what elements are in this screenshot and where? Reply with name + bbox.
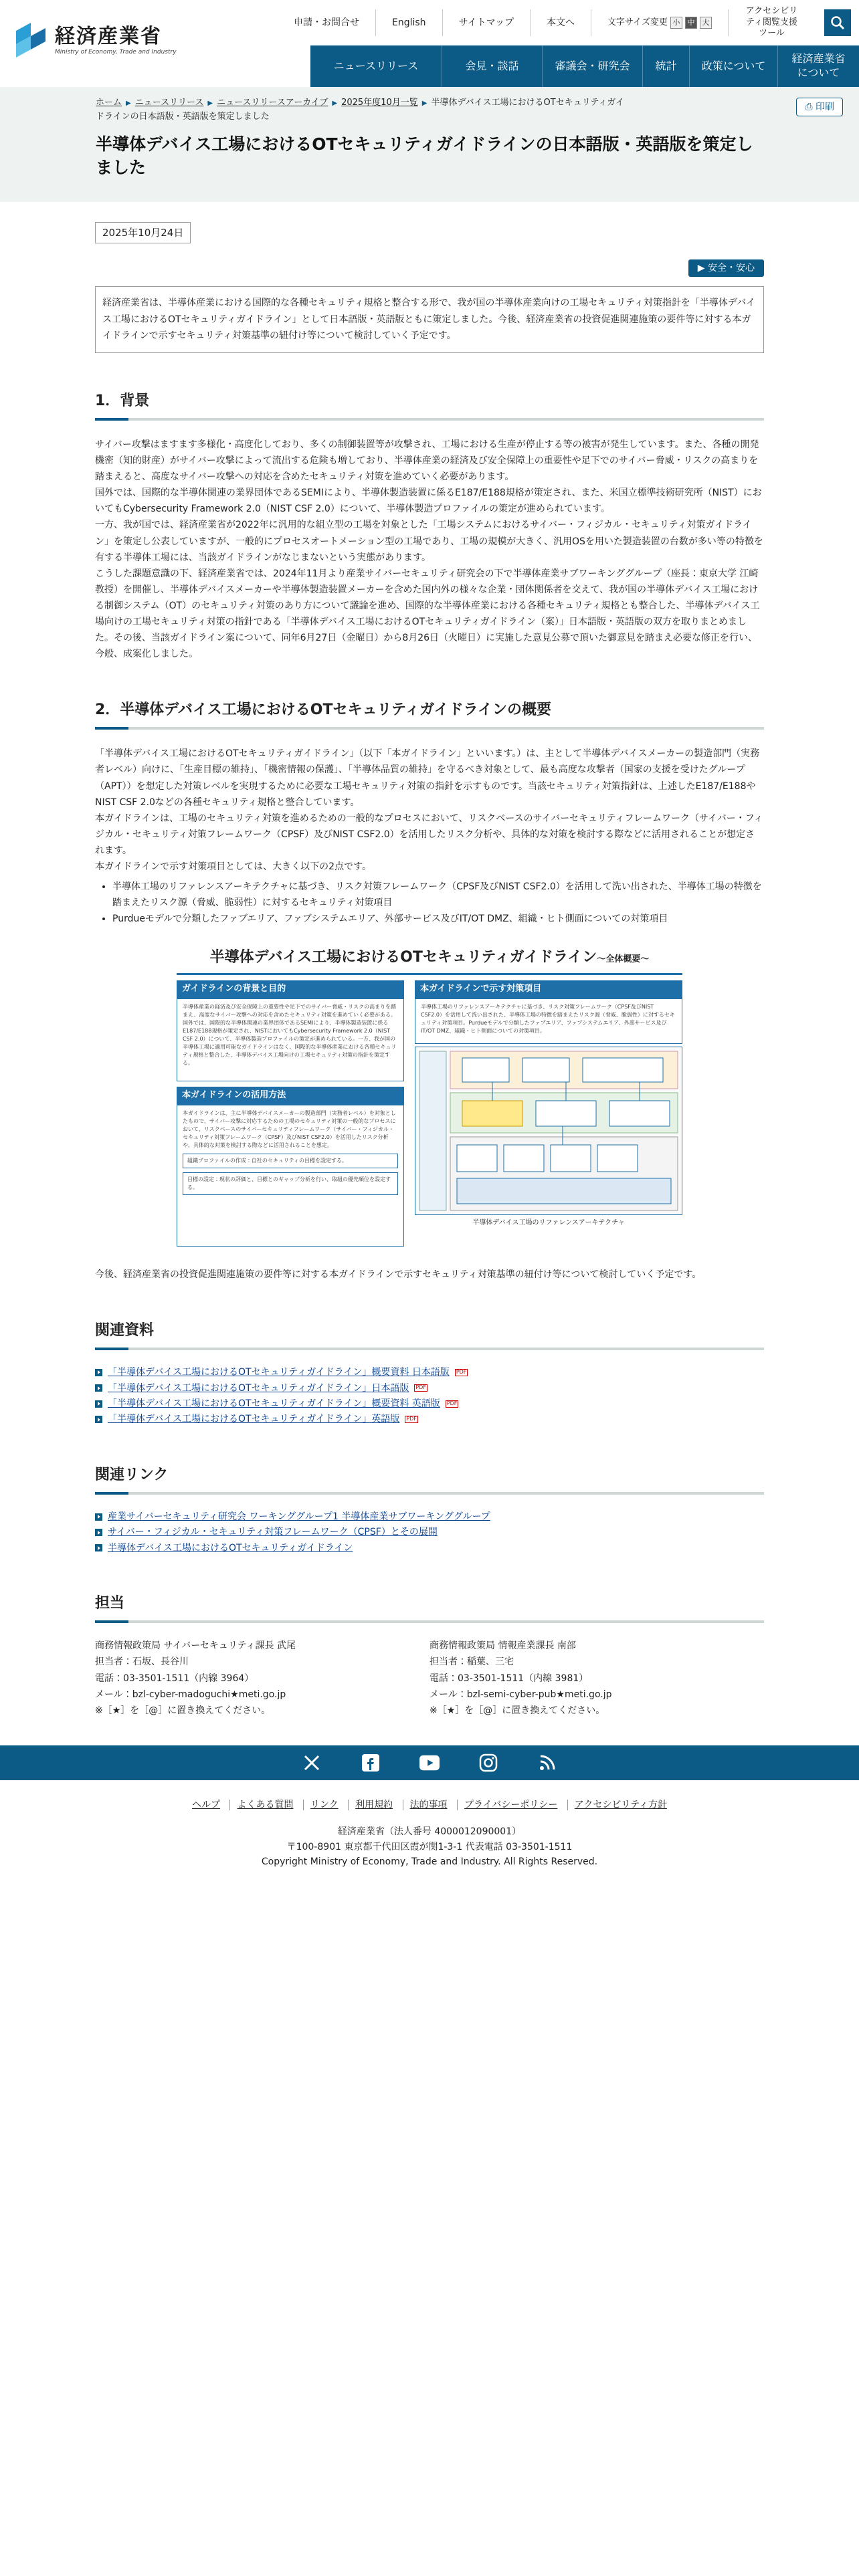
figure-box-heading: 本ガイドラインの活用方法 xyxy=(177,1087,404,1105)
figure-subtitle: 〜全体概要〜 xyxy=(597,954,650,965)
accessibility-tool-label: アクセシビリティ閲覧支援ツール xyxy=(745,5,798,39)
figure-box-text: 半導体産業の経済及び安全保障上の重要性や足下でのサイバー脅威・リスクの高まりを踏まえ、高度なサイバー攻撃への対応を含めたセキュリティ対策を進めていく必要がある。国外では、国際的な半導体関連の業界団体であるSEMIにより、半導体製造装置に係るE187/E188規格が策定され、NISTにおいてもCybersecurity Framework 2.0（NIST CSF 2.0）について、半導体製造プロファイルの策定が進められている。一方、我が国の半導体工場に適用可能なガイドラインはなく、国際的な半導体産業における各種セキュリティ規格と整合した、半導体デバイス工場向けの工場セキュリティ対策の指針を策定する。 xyxy=(177,998,404,1081)
contact-line: ※［★］を［@］に置き換えてください。 xyxy=(430,1705,605,1716)
section-heading-background: 1．背景 xyxy=(95,389,764,421)
paragraph: こうした課題意識の下、経済産業省では、2024年11月より産業サイバーセキュリティ研究会の下で半導体産業サブワーキンググループ（座長：東京大学 江崎教授）を開催し、半導体デバイスメーカーや半導体製造装置メーカーを含めた国内外の様々な企業・団体関係者を交えて、我が国の半導体デバイス工場における制御システム（OT）のセキュリティ対策のあり方について議論を進め、国際的な半導体産業における各種セキュリティ規格とも整合した、半導体デバイス工場向けの工場セキュリティ対策の指針である「半導体デバイス工場におけるOTセキュリティガイドライン（案）」日本語版・英語版の双方を取りまとめました。その後、当該ガイドライン案について、同年6月27日（金曜日）から8月26日（火曜日）に実施した意見公募で頂いた御意見を踏まえ必要な修正を行い、今般、成案化しました。 xyxy=(95,568,760,660)
footer-link-privacy[interactable]: プライバシーポリシー xyxy=(464,1799,558,1810)
breadcrumb-arrow-icon: ▶ xyxy=(207,100,213,107)
utility-nav xyxy=(278,5,851,39)
contact-left xyxy=(95,1638,430,1718)
breadcrumb-news-release[interactable]: ニュースリリース xyxy=(134,98,204,108)
contact-line: 電話：03-3501-1511（内線 3981） xyxy=(430,1673,589,1684)
pdf-icon: PDF xyxy=(456,1369,467,1376)
measures-list xyxy=(95,879,764,927)
related-doc-link[interactable]: 「半導体デバイス工場におけるOTセキュリティガイドライン」概要資料 英語版 xyxy=(108,1398,440,1410)
overview-body xyxy=(95,746,764,875)
font-size-switcher xyxy=(591,9,728,36)
guideline-overview-figure[interactable] xyxy=(177,946,682,1247)
category-tag-label: 安全・安心 xyxy=(708,263,755,274)
list-item xyxy=(95,1541,764,1555)
contact-line: ※［★］を［@］に置き換えてください。 xyxy=(95,1705,271,1716)
util-link-english[interactable]: English xyxy=(375,9,442,36)
facebook-icon[interactable] xyxy=(361,1753,381,1773)
pdf-icon: PDF xyxy=(415,1384,426,1391)
section-heading-related-links: 関連リンク xyxy=(95,1463,764,1495)
global-nav xyxy=(310,45,859,87)
main-content xyxy=(95,202,764,1719)
list-item xyxy=(95,1381,764,1396)
footer-address: 〒100-8901 東京都千代田区霞が関1-3-1 代表電話 03-3501-1511 xyxy=(286,1841,573,1852)
related-link[interactable]: 半導体デバイス工場におけるOTセキュリティガイドライン xyxy=(108,1542,353,1553)
paragraph: 本ガイドラインで示す対策項目としては、大きく以下の2点です。 xyxy=(95,861,371,872)
figure-box-heading: ガイドラインの背景と目的 xyxy=(177,980,404,998)
font-size-large-button[interactable]: 大 xyxy=(700,17,712,29)
util-link-skip-to-content[interactable]: 本文へ xyxy=(530,9,591,36)
release-date: 2025年10月24日 xyxy=(95,222,191,243)
figure-box-usage xyxy=(177,1105,404,1247)
footer-link-accessibility[interactable]: アクセシビリティ方針 xyxy=(574,1799,667,1810)
contact-line: メール：bzl-semi-cyber-pub★meti.go.jp xyxy=(430,1689,612,1700)
list-item xyxy=(95,1412,764,1426)
related-link[interactable]: サイバー・フィジカル・セキュリティ対策フレームワーク（CPSF）とその展開 xyxy=(108,1527,438,1538)
figure-title-text: 半導体デバイス工場におけるOTセキュリティガイドライン xyxy=(209,949,597,966)
logo-text-en: Ministry of Economy, Trade and Industry xyxy=(55,48,177,56)
figure-title xyxy=(177,946,682,975)
related-doc-link[interactable]: 「半導体デバイス工場におけるOTセキュリティガイドライン」日本語版 xyxy=(108,1382,409,1394)
breadcrumb-october-list[interactable]: 2025年度10月一覧 xyxy=(341,98,418,108)
architecture-diagram-graphic xyxy=(415,1047,682,1214)
social-links xyxy=(0,1745,859,1780)
breadcrumb-home[interactable]: ホーム xyxy=(96,98,122,108)
paragraph: サイバー攻撃はますます多様化・高度化しており、多くの制御装置等が攻撃され、工場における生産が停止する等の被害が発生しています。また、各種の開発機密（知的財産）がサイバー攻撃によって流出する危険も増しており、半導体産業の経済及び安全保障上の重要性や足下でのサイバー脅威・リスクの高まりを踏まえると、高度なサイバー攻撃への対応を含めたセキュリティ対策を進めていく必要があります。 xyxy=(95,439,759,483)
pdf-icon: PDF xyxy=(446,1400,458,1406)
related-doc-link[interactable]: 「半導体デバイス工場におけるOTセキュリティガイドライン」英語版 xyxy=(108,1414,400,1425)
list-item: • 半導体工場のリファレンスアーキテクチャに基づき、リスク対策フレームワーク（CPSF及びNIST CSF2.0）を活用して洗い出された、半導体工場の特徴を踏まえたリスク源（脅威、脆弱性）に対するセキュリティ対策項目 xyxy=(112,879,764,911)
print-label: 印刷 xyxy=(816,102,834,112)
contacts-block xyxy=(95,1638,764,1718)
background-body xyxy=(95,437,764,662)
search-button[interactable] xyxy=(824,9,851,36)
figure-box-heading: 本ガイドラインで示す対策項目 xyxy=(415,980,682,998)
category-tag[interactable] xyxy=(688,259,764,277)
print-icon: ⎙ xyxy=(805,102,813,112)
closing-paragraph: 今後、経済産業省の投資促進関連施策の要件等に対する本ガイドラインで示すセキュリティ対策基準の紐付け等について検討していく予定です。 xyxy=(95,1269,702,1280)
list-item: • Purdueモデルで分類したファブエリア、ファブシステムエリア、外部サービス及びIT/OT DMZ、組織・ヒト側面についての対策項目 xyxy=(112,911,764,927)
gnav-about-meti[interactable]: 経済産業省について xyxy=(777,45,859,87)
gnav-press-conference[interactable]: 会見・談話 xyxy=(442,45,542,87)
list-item xyxy=(95,1525,764,1539)
accessibility-tool-link[interactable] xyxy=(728,5,815,39)
breadcrumb-arrow-icon: ▶ xyxy=(421,100,427,107)
figure-box-text: 半導体工場のリファレンスアーキテクチャに基づき、リスク対策フレームワーク（CPSF及びNIST CSF2.0）を活用して洗い出された、半導体工場の特徴を踏まえたリスク源（脅威、脆弱性）に対するセキュリティ対策項目。Purdueモデルで分類したファブエリア、ファブシステムエリア、外部サービス及びIT/OT DMZ、組織・ヒト側面についての対策項目。 xyxy=(415,998,682,1044)
gnav-councils[interactable]: 審議会・研究会 xyxy=(542,45,642,87)
x-icon[interactable] xyxy=(302,1753,322,1773)
paragraph: 本ガイドラインは、工場のセキュリティ対策を進めるための一般的なプロセスにおいて、リスクベースのサイバーセキュリティフレームワーク（サイバー・フィジカル・セキュリティ対策フレームワーク（CPSF）及びNIST CSF2.0）を活用したリスク分析や、具体的な対策を検討する際などに活用されることが想定されます。 xyxy=(95,813,763,856)
link-arrow-icon xyxy=(95,1369,102,1376)
breadcrumb-current: 半導体デバイス工場におけるOTセキュリティガイドラインの日本語版・英語版を策定しました xyxy=(96,98,625,122)
summary-box: 経済産業省は、半導体産業における国際的な各種セキュリティ規格と整合する形で、我が国の半導体産業向けの工場セキュリティ対策指針を「半導体デバイス工場におけるOTセキュリティガイドライン」として日本語版・英語版ともに策定しました。今後、経済産業省の投資促進関連施策の要件等に対する本ガイドラインで示すセキュリティ対策基準の紐付け等について検討していく予定です。 xyxy=(95,286,764,353)
link-arrow-icon xyxy=(95,1529,102,1536)
youtube-icon[interactable] xyxy=(419,1753,440,1773)
list-item xyxy=(95,1396,764,1411)
rss-icon[interactable] xyxy=(537,1753,557,1773)
logo-text-ja: 経済産業省 xyxy=(55,24,162,48)
link-arrow-icon xyxy=(95,1416,102,1423)
contact-line: 商務情報政策局 サイバーセキュリティ課長 武尾 xyxy=(95,1640,296,1652)
contact-line: 担当者：稲葉、三宅 xyxy=(430,1656,514,1668)
footer-links xyxy=(0,1798,859,1812)
site-logo[interactable] xyxy=(13,21,177,59)
related-doc-link[interactable]: 「半導体デバイス工場におけるOTセキュリティガイドライン」概要資料 日本語版 xyxy=(108,1367,450,1378)
util-link-inquiry[interactable]: 申請・お問合せ xyxy=(294,17,359,28)
page-title: 半導体デバイス工場におけるOTセキュリティガイドラインの日本語版・英語版を策定しました xyxy=(96,134,753,177)
footer-link-terms[interactable]: 利用規約 xyxy=(355,1799,393,1810)
gnav-policies[interactable]: 政策について xyxy=(689,45,777,87)
link-arrow-icon xyxy=(95,1384,102,1392)
section-heading-contacts: 担当 xyxy=(95,1592,764,1623)
footer-org: 経済産業省（法人番号 4000012090001） xyxy=(337,1826,522,1838)
figure-box-text: 本ガイドラインは、主に半導体デバイスメーカーの製造部門（実務者レベル）を対象としたもので、サイバー攻撃に対応するための工場のセキュリティ対策の一般的なプロセスにおいて、リスクベースのサイバーセキュリティフレームワーク（サイバー・フィジカル・セキュリティ対策フレームワーク（CPSF）及びNIST CSF2.0）を活用したリスク分析や、具体的な対策を検討する際などに活用されることを想定。 xyxy=(183,1110,396,1148)
footer-link-links[interactable]: リンク xyxy=(310,1799,339,1810)
paragraph: 「半導体デバイス工場におけるOTセキュリティガイドライン」（以下「本ガイドライン」といいます。）は、主として半導体デバイスメーカーの製造部門（実務者レベル）向けに、「生産目標の維持」、「機密情報の保護」、「半導体品質の維持」を守るべき対象として、最も高度な攻撃者（国家の支援を受けたグループ（APT））を想定した対策レベルを実現するために必要な工場セキュリティ対策の指針を示すものです。当該セキュリティ対策指針は、上述したE187/E188やNIST CSF 2.0などの各種セキュリティ規格と整合しています。 xyxy=(95,748,760,808)
section-heading-overview: 2．半導体デバイス工場におけるOTセキュリティガイドラインの概要 xyxy=(95,698,764,730)
related-docs-list xyxy=(95,1365,764,1427)
font-size-small-button[interactable]: 小 xyxy=(670,17,682,29)
print-button[interactable] xyxy=(796,98,843,116)
search-icon xyxy=(830,15,845,30)
figure-sub-box: 目標の設定：現状の評価と、目標とのギャップ分析を行い、取組の優先順位を設定する。 xyxy=(183,1172,398,1195)
breadcrumb-arrow-icon: ▶ xyxy=(332,100,338,107)
title-band xyxy=(0,87,859,202)
font-size-label: 文字サイズ変更 xyxy=(607,17,668,27)
breadcrumb-archive[interactable]: ニュースリリースアーカイブ xyxy=(217,98,328,108)
font-size-medium-button[interactable]: 中 xyxy=(685,17,697,29)
paragraph: 国外では、国際的な半導体関連の業界団体であるSEMIにより、半導体製造装置に係るE187/E188規格が策定され、また、米国立標準技術研究所（NIST）においてもCybersecurity Framework 2.0（NIST CSF 2.0）について、半導体製造プロファイルの策定が進められています。 xyxy=(95,488,762,515)
breadcrumb-arrow-icon: ▶ xyxy=(126,100,131,107)
contact-line: メール：bzl-cyber-madoguchi★meti.go.jp xyxy=(95,1689,286,1700)
tag-arrow-icon: ▶ xyxy=(697,263,708,274)
figure-sub-box: 組織プロファイルの作成：自社のセキュリティの目標を設定する。 xyxy=(183,1154,398,1168)
breadcrumb xyxy=(96,96,631,124)
pdf-icon: PDF xyxy=(406,1416,417,1422)
site-footer xyxy=(0,1745,859,1870)
footer-link-faq[interactable]: よくある質問 xyxy=(237,1799,294,1810)
figure-caption: 半導体デバイス工場のリファレンスアーキテクチャ xyxy=(472,1219,625,1227)
util-link-sitemap[interactable]: サイトマップ xyxy=(442,9,530,36)
footer-link-help[interactable]: ヘルプ xyxy=(192,1799,221,1810)
instagram-icon[interactable] xyxy=(478,1753,498,1773)
contact-line: 担当者：石坂、長谷川 xyxy=(95,1656,189,1668)
site-header xyxy=(0,0,859,87)
contact-right xyxy=(430,1638,764,1718)
gnav-news-release[interactable]: ニュースリリース xyxy=(333,59,419,72)
link-arrow-icon xyxy=(95,1513,102,1521)
link-arrow-icon xyxy=(95,1400,102,1408)
contact-line: 商務情報政策局 情報産業課長 南部 xyxy=(430,1640,576,1652)
footer-info xyxy=(0,1824,859,1869)
section-heading-related-docs: 関連資料 xyxy=(95,1319,764,1350)
gnav-statistics[interactable]: 統計 xyxy=(642,45,689,87)
list-item xyxy=(95,1509,764,1524)
list-item xyxy=(95,1365,764,1380)
reference-architecture-diagram xyxy=(415,1047,682,1215)
related-links-list xyxy=(95,1509,764,1555)
related-link[interactable]: 産業サイバーセキュリティ研究会 ワーキンググループ1 半導体産業サブワーキンググループ xyxy=(108,1511,490,1523)
footer-copyright: Copyright Ministry of Economy, Trade and Industry. All Rights Reserved. xyxy=(261,1856,598,1867)
meti-logo-icon xyxy=(13,21,48,59)
contact-line: 電話：03-3501-1511（内線 3964） xyxy=(95,1673,254,1684)
link-arrow-icon xyxy=(95,1544,102,1551)
paragraph: 一方、我が国では、経済産業省が2022年に汎用的な組立型の工場を対象とした「工場システムにおけるサイバー・フィジカル・セキュリティ対策ガイドライン」を策定し公表していますが、一般的にプロセスオートメーション型の工場であり、工場の規模が大きく、汎用OSを用いた製造装置の台数が多い等の特徴を有する半導体工場には、当該ガイドラインがなじまないという実態があります。 xyxy=(95,520,763,563)
footer-link-legal[interactable]: 法的事項 xyxy=(409,1799,448,1810)
